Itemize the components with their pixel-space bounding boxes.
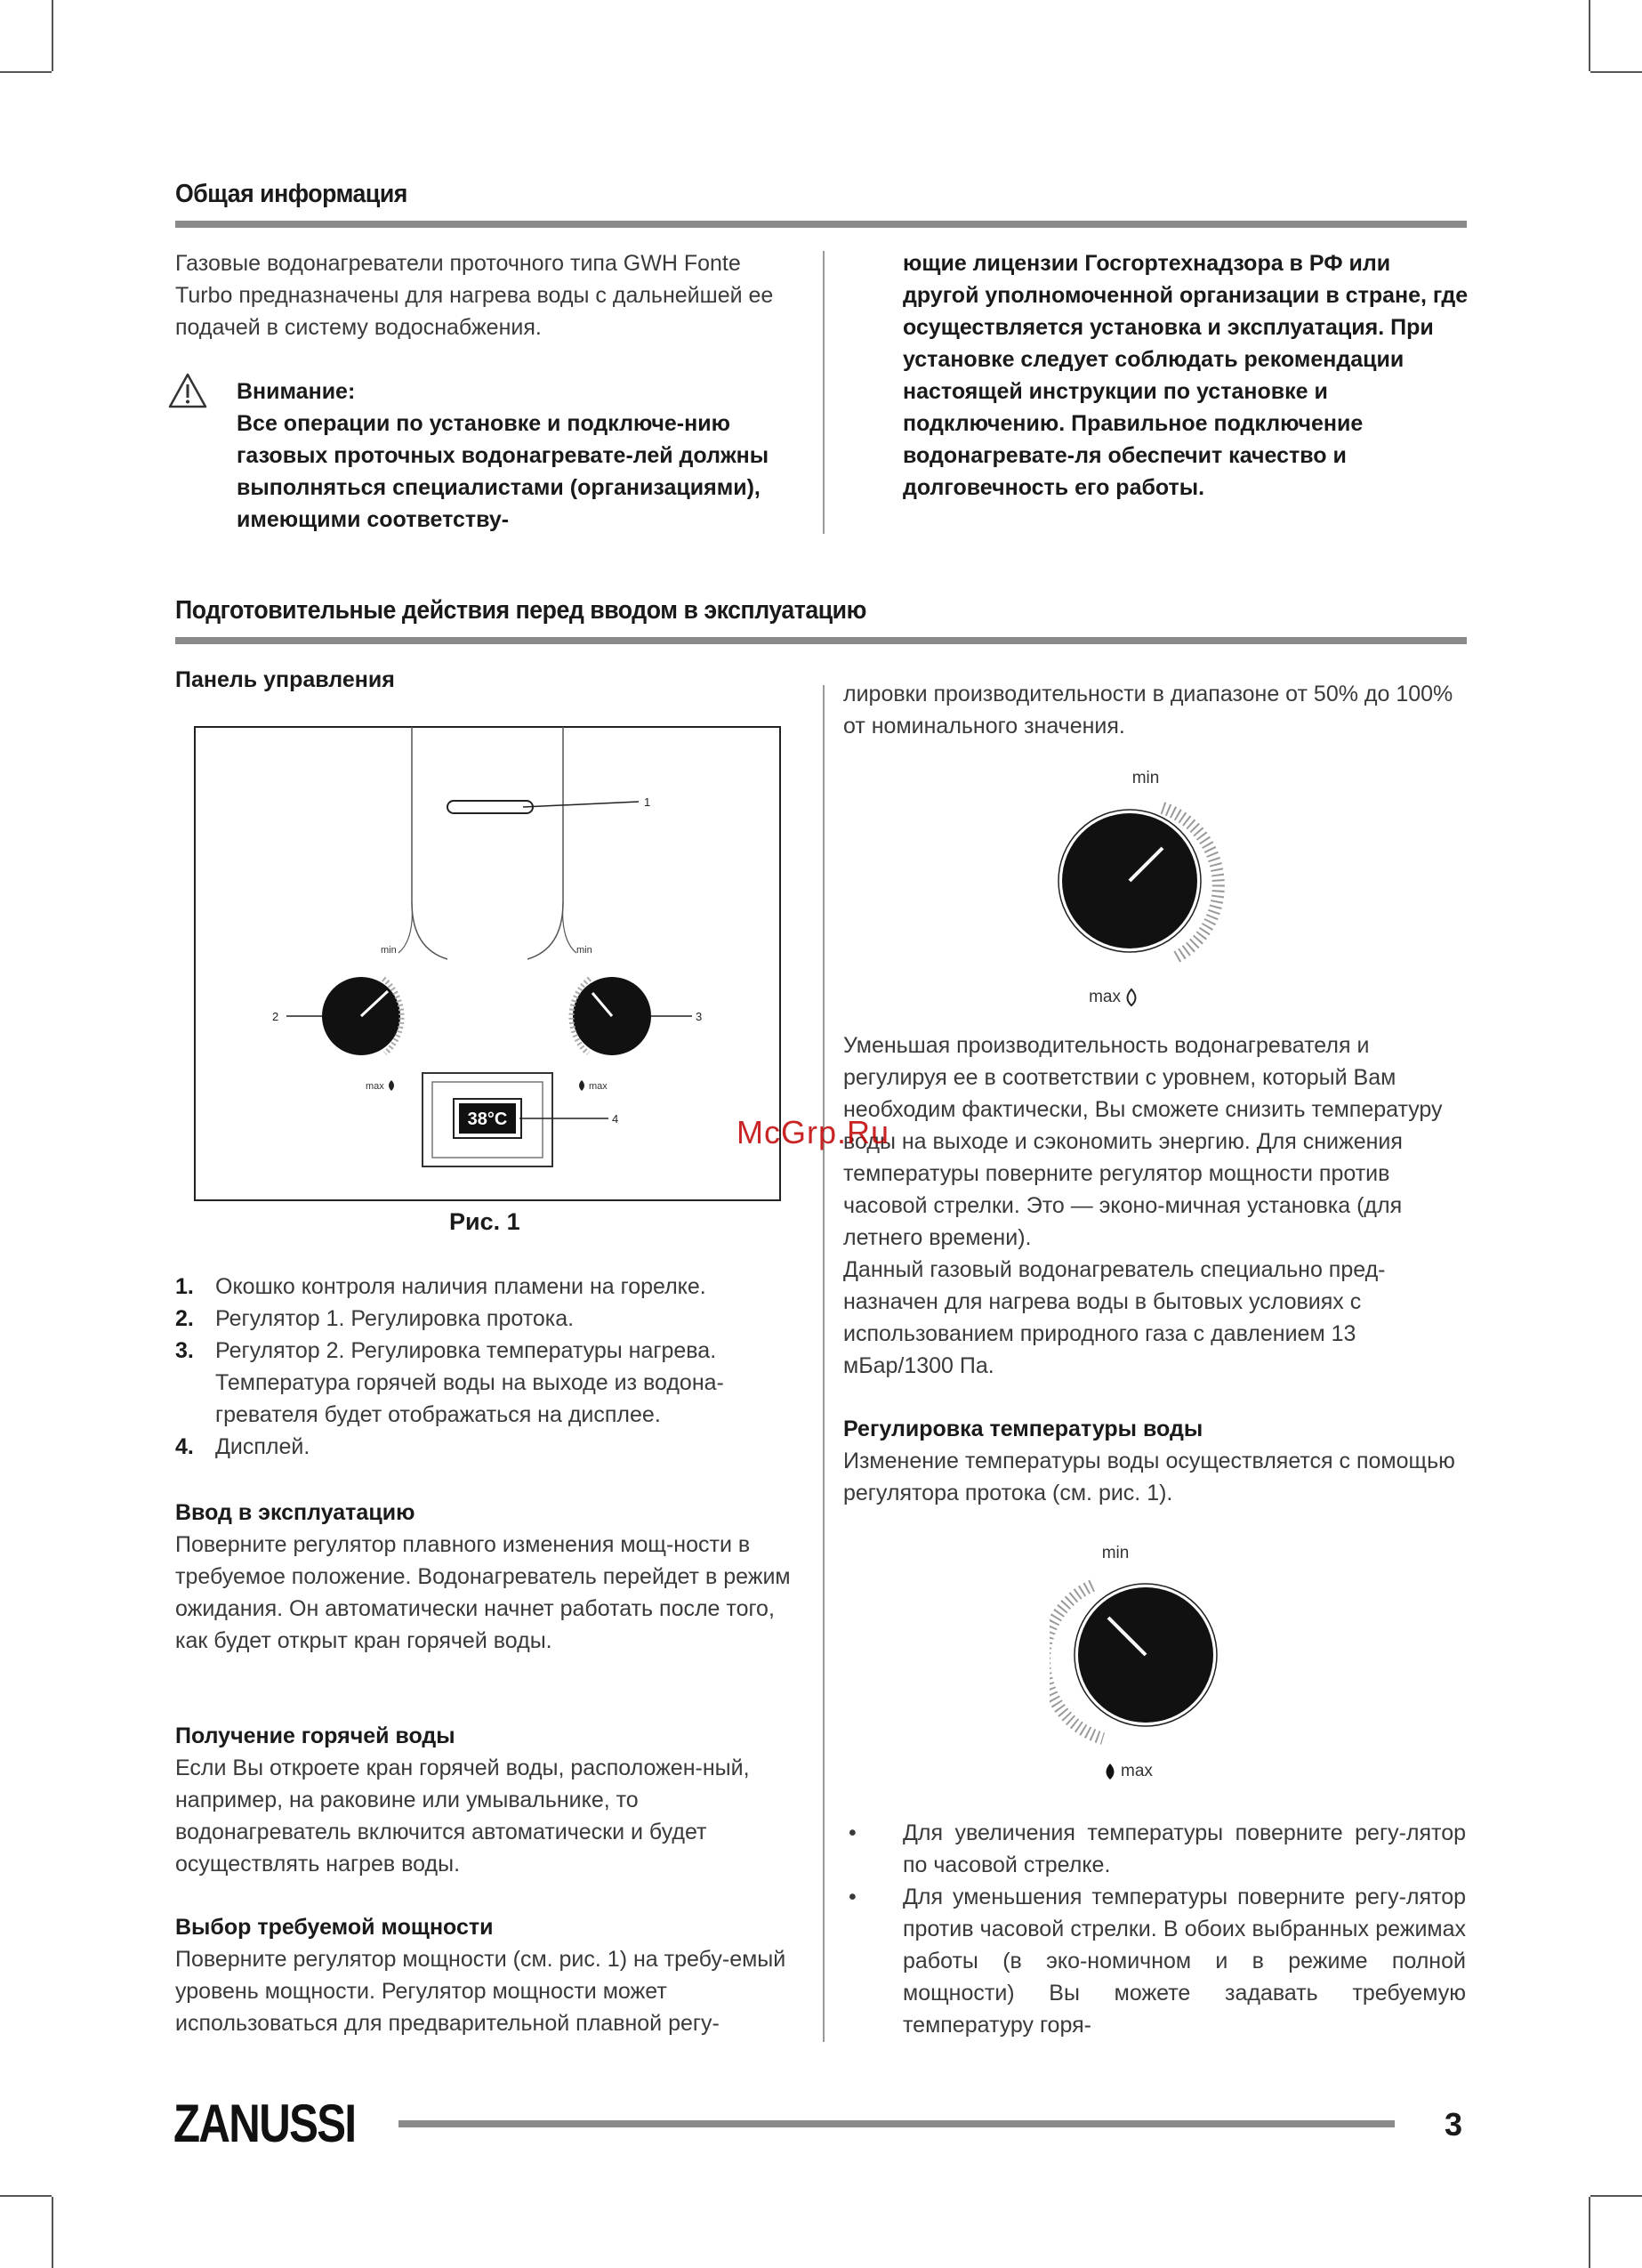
power-text: Поверните регулятор мощности (см. рис. 1) на требу-емый уровень мощности. Регулятор мощности может использоваться для предварительной плавной регу-	[175, 1947, 786, 2036]
panel-heading: Панель управления	[175, 667, 395, 692]
figure-caption: Рис. 1	[449, 1208, 520, 1235]
flame-icon	[1107, 1764, 1115, 1780]
callout-1: 1	[644, 795, 651, 809]
knob-label-min: min	[381, 945, 397, 956]
crop-mark	[52, 0, 53, 71]
warning-text-left: Все операции по установке и подключе-нию газовых проточных водонагревате-лей должны выполняться специалистами (организациями), имеющими соответству-	[237, 411, 769, 532]
list-item: 3. Регулятор 2. Регулировка температуры нагрева. Температура горячей воды на выходе из водона-гревателя будет отображаться на дисплее.	[175, 1338, 724, 1427]
page-number: 3	[1445, 2106, 1463, 2143]
list-item: • Для уменьшения температуры поверните регу-лятор против часовой стрелки. В обоих выбранных режимах работы (в эко-номичном и в режиме полной мощности) Вы можете задавать требуемую температуру горя-	[849, 1885, 1466, 2038]
crop-mark	[0, 2195, 52, 2197]
watermark: McGrp.Ru	[736, 1114, 890, 1150]
knob-label-max: max	[1121, 1762, 1153, 1780]
temperature-heading: Регулировка температуры воды	[843, 1416, 1203, 1441]
temperature-knob-diagram	[1050, 1541, 1227, 1788]
list-item: 2. Регулятор 1. Регулировка протока.	[175, 1306, 575, 1331]
flame-window	[447, 801, 533, 813]
crop-mark	[0, 71, 52, 73]
power-text-continued: лировки производительности в диапазоне от 50% до 100% от номинального значения.	[843, 682, 1453, 739]
section-title-general: Общая информация	[175, 180, 407, 208]
crop-mark	[1589, 2197, 1590, 2268]
callout-2: 2	[272, 1010, 279, 1023]
knob-label-min: min	[1131, 769, 1160, 787]
knob-label-max: max	[1089, 988, 1121, 1006]
display-value: 38°C	[467, 1110, 508, 1129]
eco-text: Уменьшая производительность водонагревателя и регулируя ее в соответствии с уровнем, который Вам необходим фактически, Вы сможете снизить температуру воды на выходе и сэкономить энергию. Для снижения температуры поверните регулятор мощности против часовой стрелки. Это — эконо-мичная установка (для летнего времени). Данный газовый водонагреватель специально пред-назначен для нагрева воды в бытовых условиях с использованием природного газа с давлением 13 мБар/1300 Па.	[843, 1033, 1443, 1378]
section-rule	[175, 221, 1467, 228]
knob-label-max: max	[366, 1081, 384, 1092]
crop-mark	[52, 2197, 53, 2268]
hotwater-text: Если Вы откроете кран горячей воды, расположен-ный, например, на раковине или умывальнике, то водонагреватель включится автоматически и будет осуществлять нагрев воды.	[175, 1755, 750, 1877]
knob-label-min: min	[576, 945, 592, 956]
control-panel-figure	[194, 726, 781, 1201]
list-item: 4. Дисплей.	[175, 1434, 310, 1459]
crop-mark	[1590, 71, 1642, 73]
column-divider	[823, 251, 825, 534]
startup-text: Поверните регулятор плавного изменения мощ-ности в требуемое положение. Водонагреватель перейдет в режим ожидания. Он автоматически начнет работать после того, как будет открыт кран горячей воды.	[175, 1532, 791, 1653]
knob-label-max: max	[589, 1081, 608, 1092]
crop-mark	[1590, 2195, 1642, 2197]
column-divider	[823, 685, 825, 2042]
temperature-text: Изменение температуры воды осуществляется с помощью регулятора протока (см. рис. 1).	[843, 1449, 1455, 1505]
list-item: 1. Окошко контроля наличия пламени на горелке.	[175, 1274, 706, 1299]
list-item: • Для увеличения температуры поверните регу-лятор по часовой стрелке.	[849, 1820, 1466, 1877]
hotwater-heading: Получение горячей воды	[175, 1723, 455, 1748]
brand-logo: ZANUSSI	[173, 2094, 356, 2153]
power-knob-diagram	[1041, 767, 1245, 1014]
startup-heading: Ввод в эксплуатацию	[175, 1500, 415, 1525]
callout-4: 4	[612, 1112, 619, 1126]
flame-icon	[1128, 989, 1136, 1005]
warning-icon	[167, 372, 208, 409]
warning-title: Внимание:	[237, 379, 356, 404]
crop-mark	[1589, 0, 1590, 71]
section-title-preparation: Подготовительные действия перед вводом в эксплуатацию	[175, 596, 866, 625]
callout-3: 3	[696, 1010, 703, 1023]
footer-rule	[398, 2120, 1395, 2127]
warning-text-right: ющие лицензии Госгортехнадзора в РФ или другой уполномоченной организации в стране, где осуществляется установка и эксплуатация. При установке следует соблюдать рекомендации настоящей инструкции по установке и подключению. Правильное подключение водонагревате-ля обеспечит качество и долговечность его работы.	[903, 251, 1469, 500]
intro-text: Газовые водонагреватели проточного типа GWH Fonte Turbo предназначены для нагрева воды с дальнейшей ее подачей в систему водоснабжения.	[175, 251, 774, 340]
section-rule	[175, 637, 1467, 644]
warning-block	[237, 375, 788, 536]
knob-label-min: min	[1101, 1544, 1130, 1562]
legend-list	[175, 1271, 798, 1463]
power-heading: Выбор требуемой мощности	[175, 1915, 494, 1940]
temperature-bullets	[843, 1817, 1466, 2041]
